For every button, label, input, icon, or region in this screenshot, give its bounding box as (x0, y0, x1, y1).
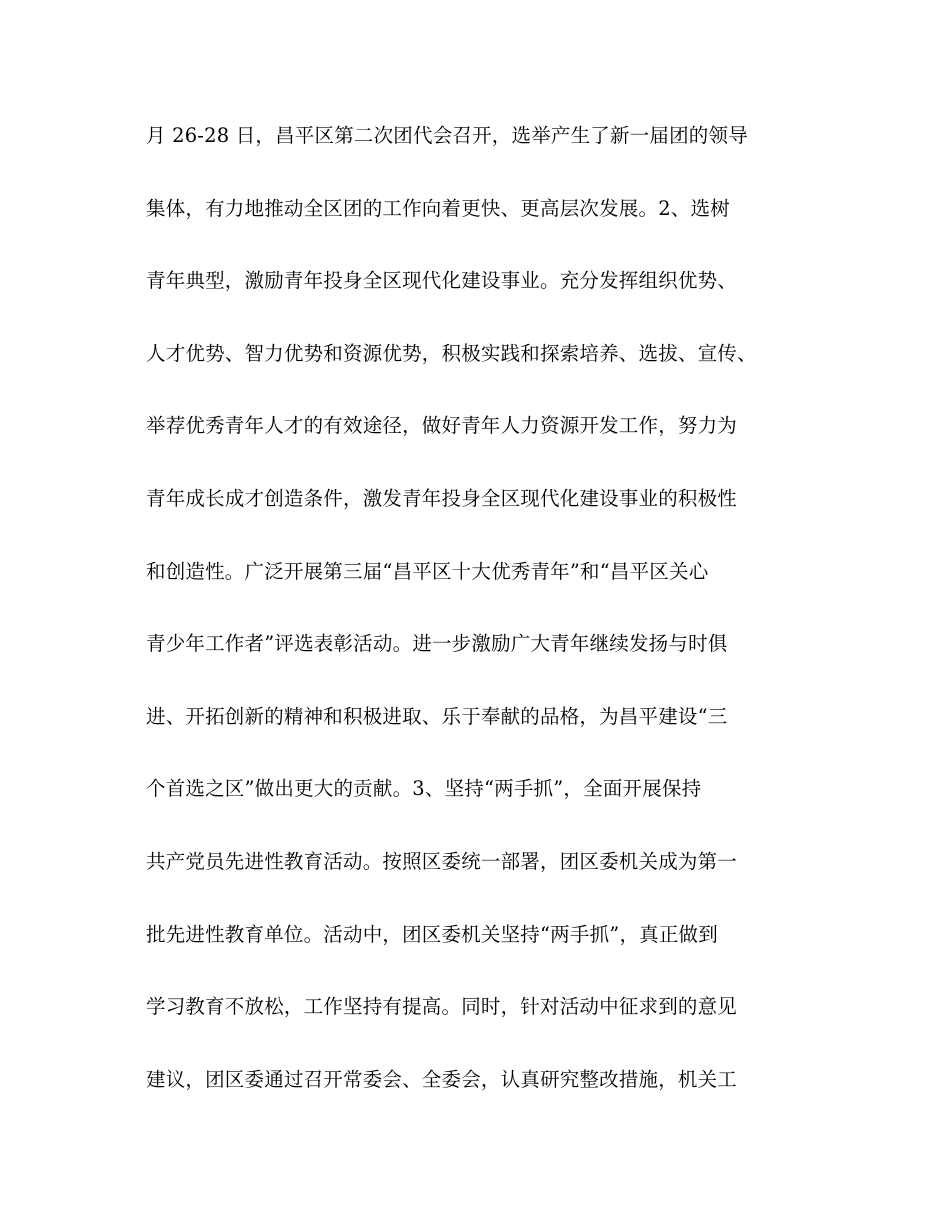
text-line: 建议，团区委通过召开常委会、全委会，认真研究整改措施，机关工 (146, 1067, 738, 1091)
text-line: 共产党员先进性教育活动。按照区委统一部署，团区委机关成为第一 (146, 849, 738, 873)
text-line: 青年成长成才创造条件，激发青年投身全区现代化建设事业的积极性 (146, 486, 738, 510)
text-line: 举荐优秀青年人才的有效途径，做好青年人力资源开发工作，努力为 (146, 414, 738, 438)
text-line: 人才优势、智力优势和资源优势，积极实践和探索培养、选拔、宣传、 (146, 341, 757, 365)
text-line: 进、开拓创新的精神和积极进取、乐于奉献的品格，为昌平建设“三 (146, 704, 728, 728)
text-line: 批先进性教育单位。活动中，团区委机关坚持“两手抓”，真正做到 (146, 922, 718, 946)
text-line: 学习教育不放松，工作坚持有提高。同时，针对活动中征求到的意见 (146, 995, 738, 1019)
text-line: 青少年工作者”评选表彰活动。进一步激励广大青年继续发扬与时俱 (146, 632, 728, 656)
text-line: 和创造性。广泛开展第三届“昌平区十大优秀青年”和“昌平区关心 (146, 559, 709, 583)
text-line: 集体，有力地推动全区团的工作向着更快、更高层次发展。2、选树 (146, 196, 730, 220)
text-line: 月 26-28 日，昌平区第二次团代会召开，选举产生了新一届团的领导 (146, 124, 748, 147)
text-line: 个首选之区”做出更大的贡献。3、坚持“两手抓”，全面开展保持 (146, 777, 702, 801)
body-text (146, 124, 836, 1140)
text-line: 青年典型，激励青年投身全区现代化建设事业。充分发挥组织优势、 (146, 269, 738, 293)
